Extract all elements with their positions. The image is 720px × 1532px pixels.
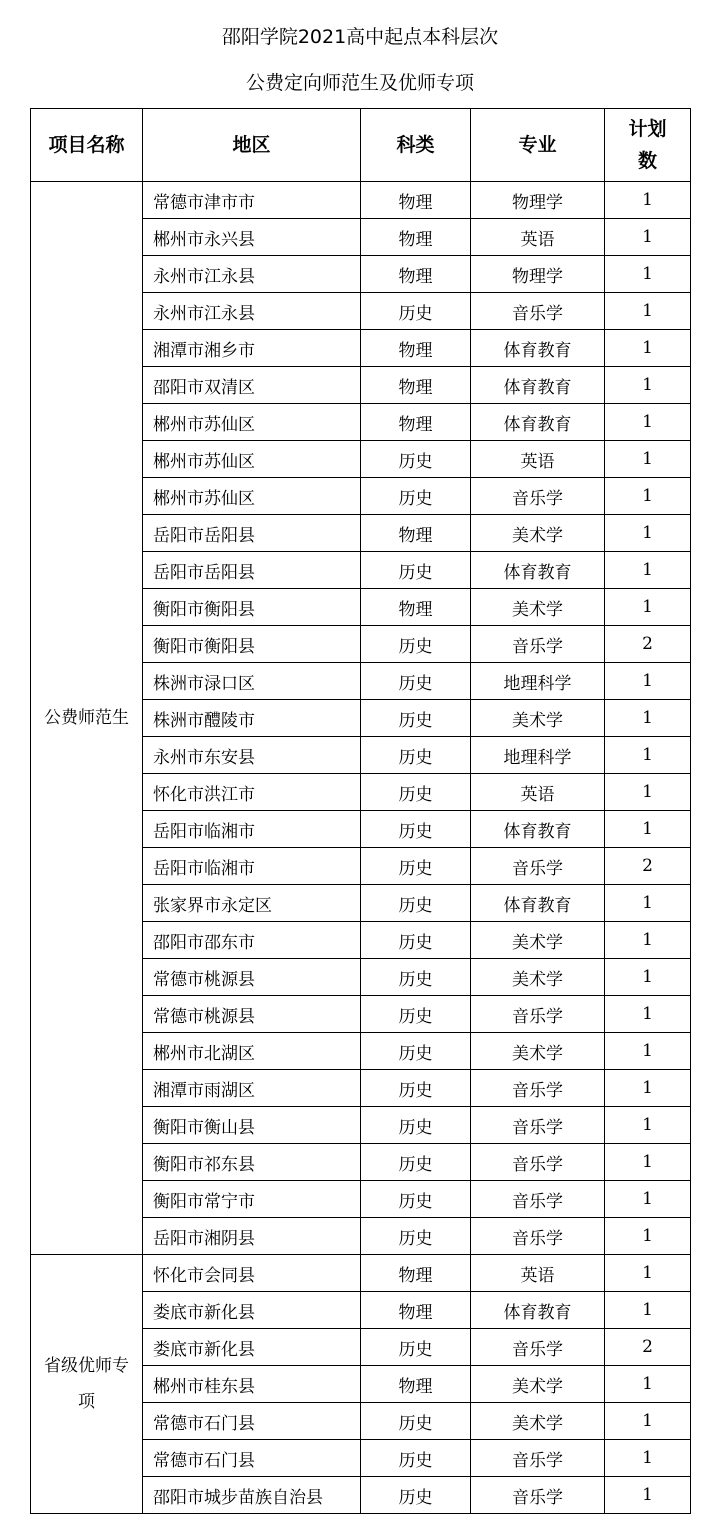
major-cell: 美术学 [471,1366,605,1403]
project-name-cell: 省级优师专项 [31,1255,143,1514]
region-cell: 衡阳市衡山县 [143,1107,361,1144]
region-cell: 衡阳市衡阳县 [143,589,361,626]
region-cell: 郴州市永兴县 [143,219,361,256]
subject-category-cell: 物理 [361,256,471,293]
major-cell: 英语 [471,441,605,478]
subject-category-cell: 历史 [361,885,471,922]
subject-category-cell: 历史 [361,478,471,515]
subject-category-cell: 物理 [361,1255,471,1292]
region-cell: 邵阳市邵东市 [143,922,361,959]
major-cell: 音乐学 [471,1070,605,1107]
subject-category-cell: 历史 [361,663,471,700]
region-cell: 郴州市苏仙区 [143,478,361,515]
plan-count-cell: 2 [605,1329,691,1366]
region-cell: 娄底市新化县 [143,1329,361,1366]
region-cell: 株洲市醴陵市 [143,700,361,737]
subject-category-cell: 历史 [361,626,471,663]
major-cell: 美术学 [471,700,605,737]
subject-category-cell: 物理 [361,515,471,552]
plan-count-cell: 1 [605,256,691,293]
region-cell: 怀化市会同县 [143,1255,361,1292]
plan-count-cell: 1 [605,293,691,330]
plan-count-cell: 1 [605,330,691,367]
major-cell: 美术学 [471,922,605,959]
region-cell: 常德市桃源县 [143,996,361,1033]
subject-category-cell: 历史 [361,848,471,885]
document-title-line2: 公费定向师范生及优师专项 [245,72,474,94]
major-cell: 地理科学 [471,663,605,700]
major-cell: 英语 [471,1255,605,1292]
region-cell: 岳阳市岳阳县 [143,552,361,589]
plan-count-cell: 1 [605,552,691,589]
plan-count-cell: 1 [605,922,691,959]
major-cell: 体育教育 [471,367,605,404]
plan-count-cell: 1 [605,700,691,737]
plan-count-cell: 1 [605,959,691,996]
subject-category-cell: 历史 [361,774,471,811]
region-cell: 常德市津市市 [143,182,361,219]
subject-category-cell: 历史 [361,1144,471,1181]
plan-count-cell: 1 [605,774,691,811]
subject-category-cell: 历史 [361,1107,471,1144]
plan-count-cell: 1 [605,1181,691,1218]
table-header [31,109,691,182]
plan-count-cell: 2 [605,848,691,885]
header-subject-category: 科类 [361,109,471,182]
major-cell: 音乐学 [471,1144,605,1181]
region-cell: 常德市石门县 [143,1440,361,1477]
major-cell: 体育教育 [471,404,605,441]
header-project-name: 项目名称 [31,109,143,182]
major-cell: 美术学 [471,515,605,552]
region-cell: 湘潭市湘乡市 [143,330,361,367]
subject-category-cell: 物理 [361,404,471,441]
table-row [31,182,691,219]
plan-count-cell: 1 [605,515,691,552]
subject-category-cell: 历史 [361,1033,471,1070]
major-cell: 音乐学 [471,626,605,663]
subject-category-cell: 物理 [361,589,471,626]
subject-category-cell: 历史 [361,737,471,774]
major-cell: 音乐学 [471,1107,605,1144]
subject-category-cell: 物理 [361,1366,471,1403]
subject-category-cell: 历史 [361,1403,471,1440]
header-row [31,109,691,182]
subject-category-cell: 物理 [361,330,471,367]
major-cell: 音乐学 [471,478,605,515]
major-cell: 英语 [471,219,605,256]
plan-count-cell: 1 [605,367,691,404]
major-cell: 美术学 [471,589,605,626]
plan-count-cell: 1 [605,885,691,922]
plan-count-cell: 1 [605,811,691,848]
region-cell: 岳阳市临湘市 [143,811,361,848]
major-cell: 地理科学 [471,737,605,774]
region-cell: 衡阳市祁东县 [143,1144,361,1181]
major-cell: 音乐学 [471,293,605,330]
subject-category-cell: 历史 [361,1218,471,1255]
subject-category-cell: 物理 [361,219,471,256]
subject-category-cell: 历史 [361,1329,471,1366]
major-cell: 美术学 [471,1403,605,1440]
plan-count-cell: 1 [605,589,691,626]
major-cell: 音乐学 [471,996,605,1033]
header-plan-count [605,109,691,182]
subject-category-cell: 历史 [361,922,471,959]
major-cell: 体育教育 [471,552,605,589]
subject-category-cell: 历史 [361,1070,471,1107]
table-row [31,1255,691,1292]
plan-count-cell: 1 [605,1477,691,1514]
region-cell: 岳阳市岳阳县 [143,515,361,552]
region-cell: 郴州市北湖区 [143,1033,361,1070]
plan-count-cell: 1 [605,1070,691,1107]
subject-category-cell: 历史 [361,293,471,330]
plan-count-cell: 1 [605,1366,691,1403]
major-cell: 体育教育 [471,885,605,922]
subject-category-cell: 历史 [361,959,471,996]
header-major: 专业 [471,109,605,182]
subject-category-cell: 历史 [361,552,471,589]
plan-count-cell: 1 [605,1255,691,1292]
plan-count-cell: 1 [605,1440,691,1477]
plan-count-cell: 1 [605,478,691,515]
plan-count-cell: 1 [605,737,691,774]
region-cell: 衡阳市衡阳县 [143,626,361,663]
plan-count-cell: 1 [605,1218,691,1255]
plan-count-cell: 2 [605,626,691,663]
region-cell: 邵阳市双清区 [143,367,361,404]
region-cell: 永州市东安县 [143,737,361,774]
subject-category-cell: 物理 [361,1292,471,1329]
region-cell: 郴州市桂东县 [143,1366,361,1403]
region-cell: 株洲市渌口区 [143,663,361,700]
major-cell: 音乐学 [471,848,605,885]
table-body [31,182,691,1514]
major-cell: 音乐学 [471,1218,605,1255]
document-title-line1: 邵阳学院2021高中起点本科层次 [221,26,499,48]
plan-count-cell: 1 [605,1292,691,1329]
major-cell: 美术学 [471,959,605,996]
region-cell: 常德市石门县 [143,1403,361,1440]
major-cell: 体育教育 [471,330,605,367]
region-cell: 怀化市洪江市 [143,774,361,811]
subject-category-cell: 历史 [361,1440,471,1477]
plan-count-cell: 1 [605,1107,691,1144]
subject-category-cell: 历史 [361,700,471,737]
major-cell: 物理学 [471,256,605,293]
subject-category-cell: 历史 [361,811,471,848]
plan-count-cell: 1 [605,1144,691,1181]
header-plan-count-label: 计划数 [628,118,667,172]
plan-count-cell: 1 [605,441,691,478]
header-region: 地区 [143,109,361,182]
major-cell: 音乐学 [471,1329,605,1366]
plan-count-cell: 1 [605,182,691,219]
subject-category-cell: 历史 [361,1477,471,1514]
subject-category-cell: 物理 [361,367,471,404]
region-cell: 常德市桃源县 [143,959,361,996]
major-cell: 美术学 [471,1033,605,1070]
plan-count-cell: 1 [605,1033,691,1070]
subject-category-cell: 物理 [361,182,471,219]
region-cell: 郴州市苏仙区 [143,404,361,441]
subject-category-cell: 历史 [361,1181,471,1218]
major-cell: 音乐学 [471,1477,605,1514]
major-cell: 物理学 [471,182,605,219]
enrollment-plan-table [30,108,691,1514]
plan-count-cell: 1 [605,1403,691,1440]
region-cell: 永州市江永县 [143,256,361,293]
plan-count-cell: 1 [605,996,691,1033]
region-cell: 邵阳市城步苗族自治县 [143,1477,361,1514]
region-cell: 岳阳市湘阴县 [143,1218,361,1255]
region-cell: 岳阳市临湘市 [143,848,361,885]
major-cell: 音乐学 [471,1181,605,1218]
subject-category-cell: 历史 [361,996,471,1033]
region-cell: 永州市江永县 [143,293,361,330]
plan-count-cell: 1 [605,404,691,441]
project-name-cell: 公费师范生 [31,182,143,1255]
major-cell: 英语 [471,774,605,811]
plan-count-cell: 1 [605,663,691,700]
major-cell: 体育教育 [471,1292,605,1329]
region-cell: 衡阳市常宁市 [143,1181,361,1218]
major-cell: 体育教育 [471,811,605,848]
subject-category-cell: 历史 [361,441,471,478]
region-cell: 郴州市苏仙区 [143,441,361,478]
region-cell: 娄底市新化县 [143,1292,361,1329]
region-cell: 湘潭市雨湖区 [143,1070,361,1107]
plan-count-cell: 1 [605,219,691,256]
major-cell: 音乐学 [471,1440,605,1477]
region-cell: 张家界市永定区 [143,885,361,922]
